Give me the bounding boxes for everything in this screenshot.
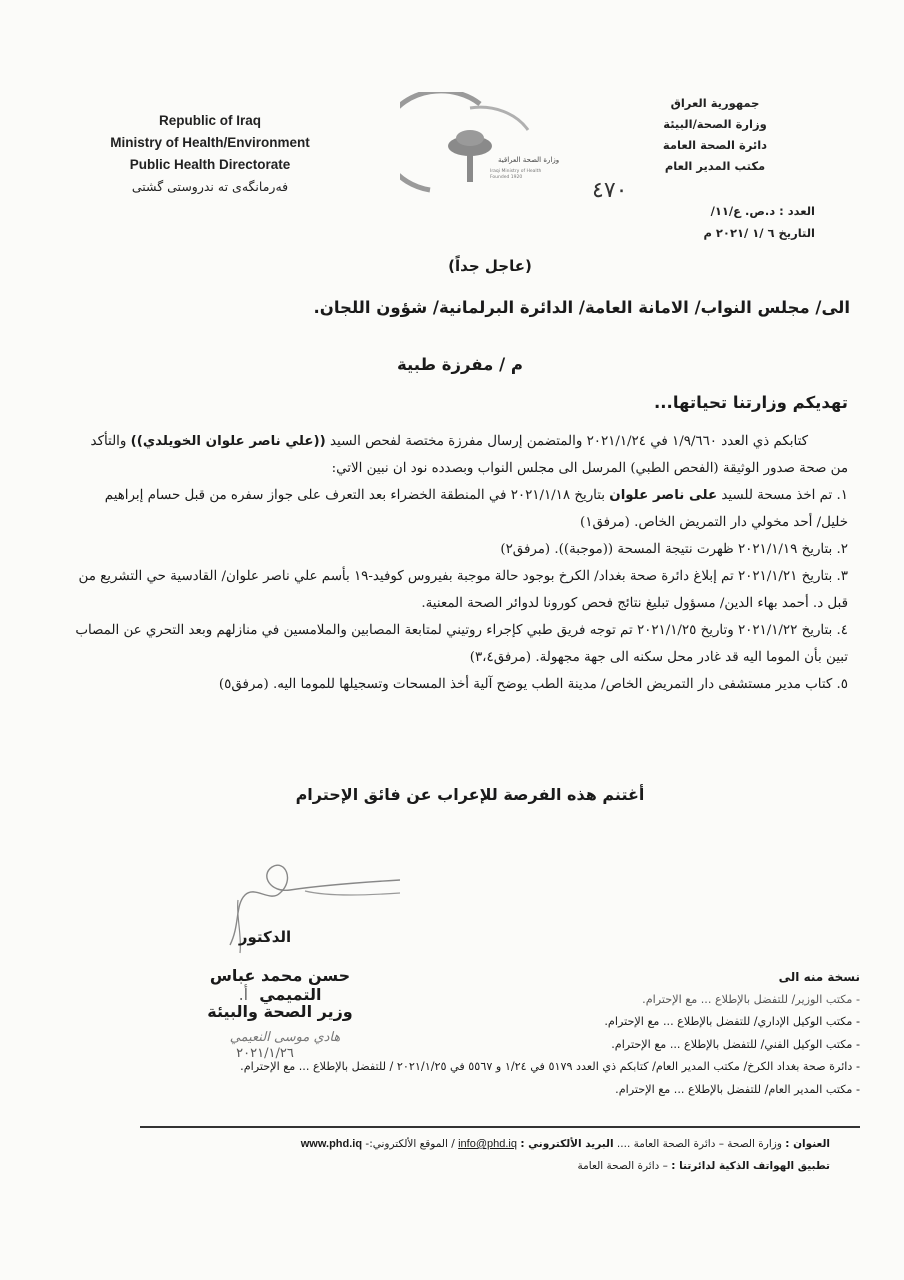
letterhead-arabic: [620, 93, 810, 177]
footer-divider: [140, 1126, 860, 1128]
footer: [270, 1133, 830, 1177]
copy-to-section: [100, 966, 860, 1101]
greeting-line: تهديكم وزارتنا تحياتها...: [654, 393, 848, 412]
signer-title: الدكتور: [238, 928, 292, 946]
recipient-line: الى/ مجلس النواب/ الامانة العامة/ الدائرة البرلمانية/ شؤون اللجان.: [313, 298, 850, 317]
list-item: ٥. كتاب مدير مستشفى دار التمريض الخاص/ مدينة الطب يوضح آلية أخذ المسحات وتسجيلها للموما اليه. (مرفق٥): [218, 677, 848, 692]
logo-name-ar: وزارة الصحة العراقية: [498, 156, 560, 164]
copy-to-title: نسخة منه الى: [778, 970, 860, 984]
intro-person-name: ((علي ناصر علوان الخويلدي)): [130, 434, 326, 449]
intro-text-1: كتابكم ذي العدد ١/٩/٦٦٠ في ٢٠٢١/١/٢٤ والمتضمن إرسال مفرزة مختصة لفحص السيد: [325, 434, 808, 449]
app-value: – دائرة الصحة العامة: [577, 1160, 672, 1172]
email-link[interactable]: info@phd.iq: [458, 1138, 517, 1150]
ministry-name-ar: وزارة الصحة/البيئة: [663, 117, 767, 131]
website-label: / الموقع الألكتروني:-: [362, 1138, 459, 1150]
intro-paragraph: [70, 428, 848, 482]
list-item: - مكتب الوزير/ للتفضل بالإطلاع ... مع الإحترام.: [642, 992, 860, 1006]
reference-date: التاريخ ٦ /١ /٢٠٢١ م: [703, 226, 815, 240]
subject-line: م / مفرزة طبية: [397, 355, 523, 374]
item-1-pre: ١. تم اخذ مسحة للسيد: [717, 488, 848, 503]
copy-to-list: [100, 989, 860, 1102]
item-1-post: بتاريخ ٢٠٢١/١/١٨ في المنطقة الخضراء بعد التعرف على جواز سفره من قبل حسام إبراهيم خليل/ أحد مخولي دار التمريض الخاص. (مرفق١): [104, 488, 848, 530]
list-item: - مكتب المدير العام/ للتفضل بالإطلاع ... مع الإحترام.: [615, 1082, 860, 1096]
urgent-label: (عاجل جداً): [448, 257, 532, 275]
letterhead-english: [90, 110, 330, 198]
ministry-name-en: Ministry of Health/Environment: [110, 135, 310, 150]
list-item: [70, 482, 848, 536]
reference-block: [640, 200, 815, 244]
directorate-name-ar: دائرة الصحة العامة: [662, 138, 768, 152]
logo-founded: Founded 1920: [490, 175, 523, 180]
list-item: - مكتب الوكيل الفني/ للتفضل بالإطلاع ... مع الإحترام.: [611, 1037, 860, 1051]
palm-tree-logo-icon: [400, 92, 570, 202]
letter-body: [70, 428, 848, 698]
ministry-logo: [400, 92, 570, 202]
address-value: وزارة الصحة – دائرة الصحة العامة ....: [613, 1138, 786, 1150]
office-name-ar: مكتب المدير العام: [664, 159, 766, 173]
app-label: تطبيق الهواتف الذكية لدائرتنا :: [671, 1160, 830, 1172]
list-item: ٢. بتاريخ ٢٠٢١/١/١٩ ظهرت نتيجة المسحة ((موجبة)). (مرفق٢): [500, 542, 848, 557]
list-item: - دائرة صحة بغداد الكرخ/ مكتب المدير العام/ كتابكم ذي العدد ٥١٧٩ في ١/٢٤ و ٥٥٦٧ في ٢٠٢١/١/٢٥ / للتفضل بالإطلاع ... مع الإحترام.: [240, 1060, 860, 1073]
directorate-name-en: Public Health Directorate: [129, 157, 291, 172]
handwritten-note: هادي موسى النعيمي: [229, 1030, 341, 1045]
handwritten-date: ٢٠٢١/١/٢٦: [236, 1046, 294, 1061]
directorate-name-kurdish: فەرمانگەی تە ندروستی گشتی: [131, 179, 289, 194]
signer-name-text: حسن محمد عباس التميمي: [209, 966, 351, 1004]
closing-line: أغتنم هذه الفرصة للإعراب عن فائق الإحترام: [295, 785, 645, 804]
email-label: البريد الألكتروني :: [520, 1138, 614, 1150]
country-name-ar: جمهورية العراق: [670, 96, 760, 110]
address-label: العنوان :: [785, 1138, 830, 1150]
item-1-name: على ناصر علوان: [609, 488, 718, 503]
handwritten-reference-number: ٤٧٠: [592, 178, 628, 203]
reference-number: العدد : د.ص. ع/١١/: [710, 204, 815, 218]
list-item: - مكتب الوكيل الإداري/ للتفضل بالإطلاع ... مع الإحترام.: [604, 1015, 860, 1028]
list-item: ٤. بتاريخ ٢٠٢١/١/٢٢ وتاريخ ٢٠٢١/١/٢٥ تم توجه فريق طبي كإجراء روتيني لمتابعة المصابين والملامسين في منازلهم وبعد التحري عن المصاب تبين بأن الموما اليه قد غادر محل سكنه الى جهة مجهولة. (مرفق٣،٤): [75, 623, 848, 665]
logo-name-en: Iraqi Ministry of Health: [490, 169, 542, 174]
website-link[interactable]: www.phd.iq: [300, 1138, 363, 1150]
signer-position: وزير الصحة والبيئة: [207, 1002, 353, 1021]
intro-text-2: والتأكد من صحة صدور الوثيقة (الفحص الطبي) المرسل الى مجلس النواب وبصدده نود ان نبين الاتي:: [90, 434, 848, 476]
footer-address-line: [270, 1133, 830, 1155]
signer-prefix: أ.: [238, 985, 249, 1004]
footer-app-line: [270, 1155, 830, 1177]
list-item: ٣. بتاريخ ٢٠٢١/١/٢١ تم إبلاغ دائرة صحة بغداد/ الكرخ بوجود حالة موجبة بفيروس كوفيد-١٩ بأسم علي ناصر علوان/ القادسية حي التشريع من قبل د. أحمد بهاء الدين/ مسؤول تبليغ نتائج فحص كورونا لدوائر الصحة المعنية.: [78, 569, 848, 611]
country-name-en: Republic of Iraq: [158, 113, 261, 128]
